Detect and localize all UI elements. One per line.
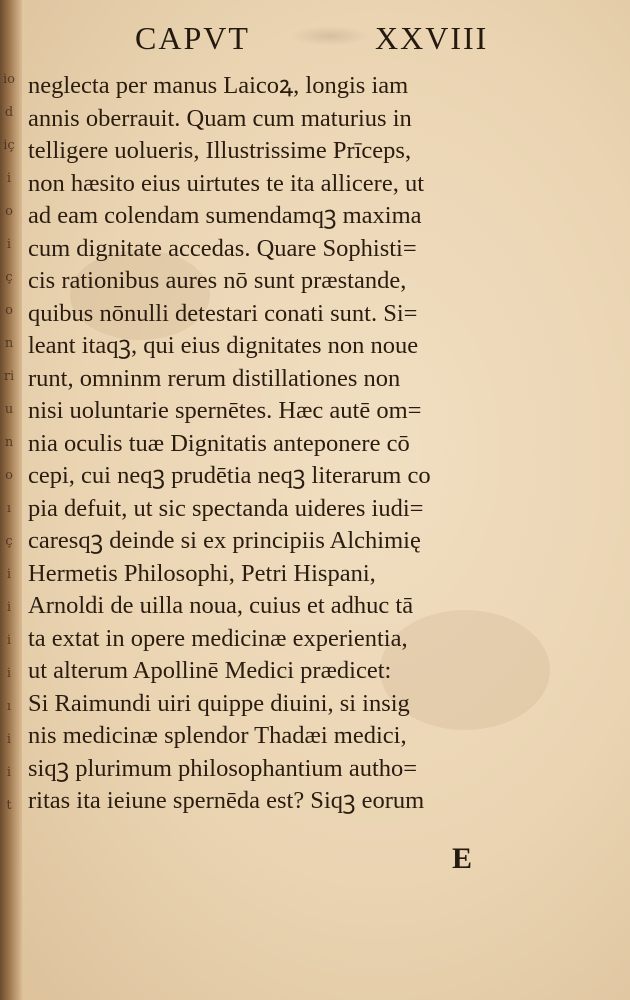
running-head-chapter-number: XXVIII	[375, 20, 489, 56]
text-line: cum dignitate accedas. Quare Sophisti=	[28, 234, 417, 262]
text-line: cis rationibus aures nō sunt præstande,	[28, 267, 407, 294]
gutter-letter-fragment: d	[4, 105, 14, 120]
text-line: siqꝫ plurimum philosophantium autho=	[28, 754, 418, 782]
text-line: Hermetis Philosophi, Petri Hispani,	[28, 559, 376, 587]
gutter-letter-fragment: i	[6, 171, 12, 186]
text-line: nisi uoluntarie spernētes. Hæc autē om=	[28, 397, 422, 424]
gutter-letter-fragment: ı	[6, 501, 12, 516]
gutter-letter-fragment: i	[6, 567, 12, 582]
text-line: leant itaqꝫ, qui eius dignitates non noue	[28, 332, 419, 359]
text-line: caresqꝫ deinde si ex principiis Alchimię	[28, 527, 421, 554]
ink-bleed-through	[290, 26, 370, 46]
text-line: ta extat in opere medicinæ experientia,	[28, 624, 408, 652]
running-header	[40, 20, 600, 64]
gutter-letter-fragment: o	[5, 468, 13, 483]
gutter-letter-fragment: ç	[5, 270, 13, 285]
text-line: nia oculis tuæ Dignitatis anteponere cō	[28, 429, 410, 457]
gutter-letter-fragment: i	[6, 600, 12, 615]
text-line: annis oberrauit. Quam cum maturius in	[28, 104, 412, 132]
gutter-letter-fragment: n	[4, 336, 14, 351]
text-line: runt, omninm rerum distillationes non	[28, 364, 401, 392]
gutter-letter-fragment: i	[6, 666, 12, 681]
body-text	[28, 70, 558, 818]
text-line: quibus nōnulli detestari conati sunt. Si=	[28, 299, 418, 327]
gutter-letter-fragment: i	[6, 765, 12, 780]
text-line: ut alterum Apollinē Medici prædicet:	[28, 657, 392, 684]
text-line: Si Raimundi uiri quippe diuini, si insig	[28, 689, 410, 717]
text-line: Arnoldi de uilla noua, cuius et adhuc tā	[28, 592, 414, 619]
gutter-letter-fragment: io	[3, 72, 15, 87]
text-line: non hæsito eius uirtutes te ita allicere, ut	[28, 169, 424, 197]
gutter-letter-fragment: u	[4, 402, 14, 417]
gutter-letter-fragment: ri	[3, 369, 15, 384]
gutter-letter-fragment: iç	[3, 138, 15, 153]
gutter-letter-fragment: o	[5, 303, 13, 318]
text-line: ad eam colendam sumendamqꝫ maxima	[28, 202, 422, 229]
signature-mark: E	[452, 842, 473, 875]
running-head-caput: CAPVT	[135, 20, 250, 56]
text-line: cepi, cui neqꝫ prudētia neqꝫ literarum co	[28, 462, 431, 489]
text-line: telligere uolueris, Illustrissime Prīceps,	[28, 137, 412, 164]
text-line: ritas ita ieiune spernēda est? Siqꝫ eorum	[28, 787, 425, 814]
gutter-letter-fragment: i	[6, 633, 12, 648]
gutter-letter-fragment: t	[6, 798, 12, 813]
gutter-letter-fragment: o	[5, 204, 13, 219]
gutter-letter-fragment: ı	[6, 699, 12, 714]
text-line: pia defuit, ut sic spectanda uideres iudi=	[28, 494, 424, 522]
gutter-letter-fragment: n	[4, 435, 14, 450]
text-line: neglecta per manus Laicoꝝ, longis iam	[28, 72, 409, 99]
gutter-letter-fragment: i	[6, 732, 12, 747]
text-line: nis medicinæ splendor Thadæi medici,	[28, 722, 407, 749]
gutter-letter-fragment: ç	[5, 534, 13, 549]
gutter-letter-fragment: i	[6, 237, 12, 252]
